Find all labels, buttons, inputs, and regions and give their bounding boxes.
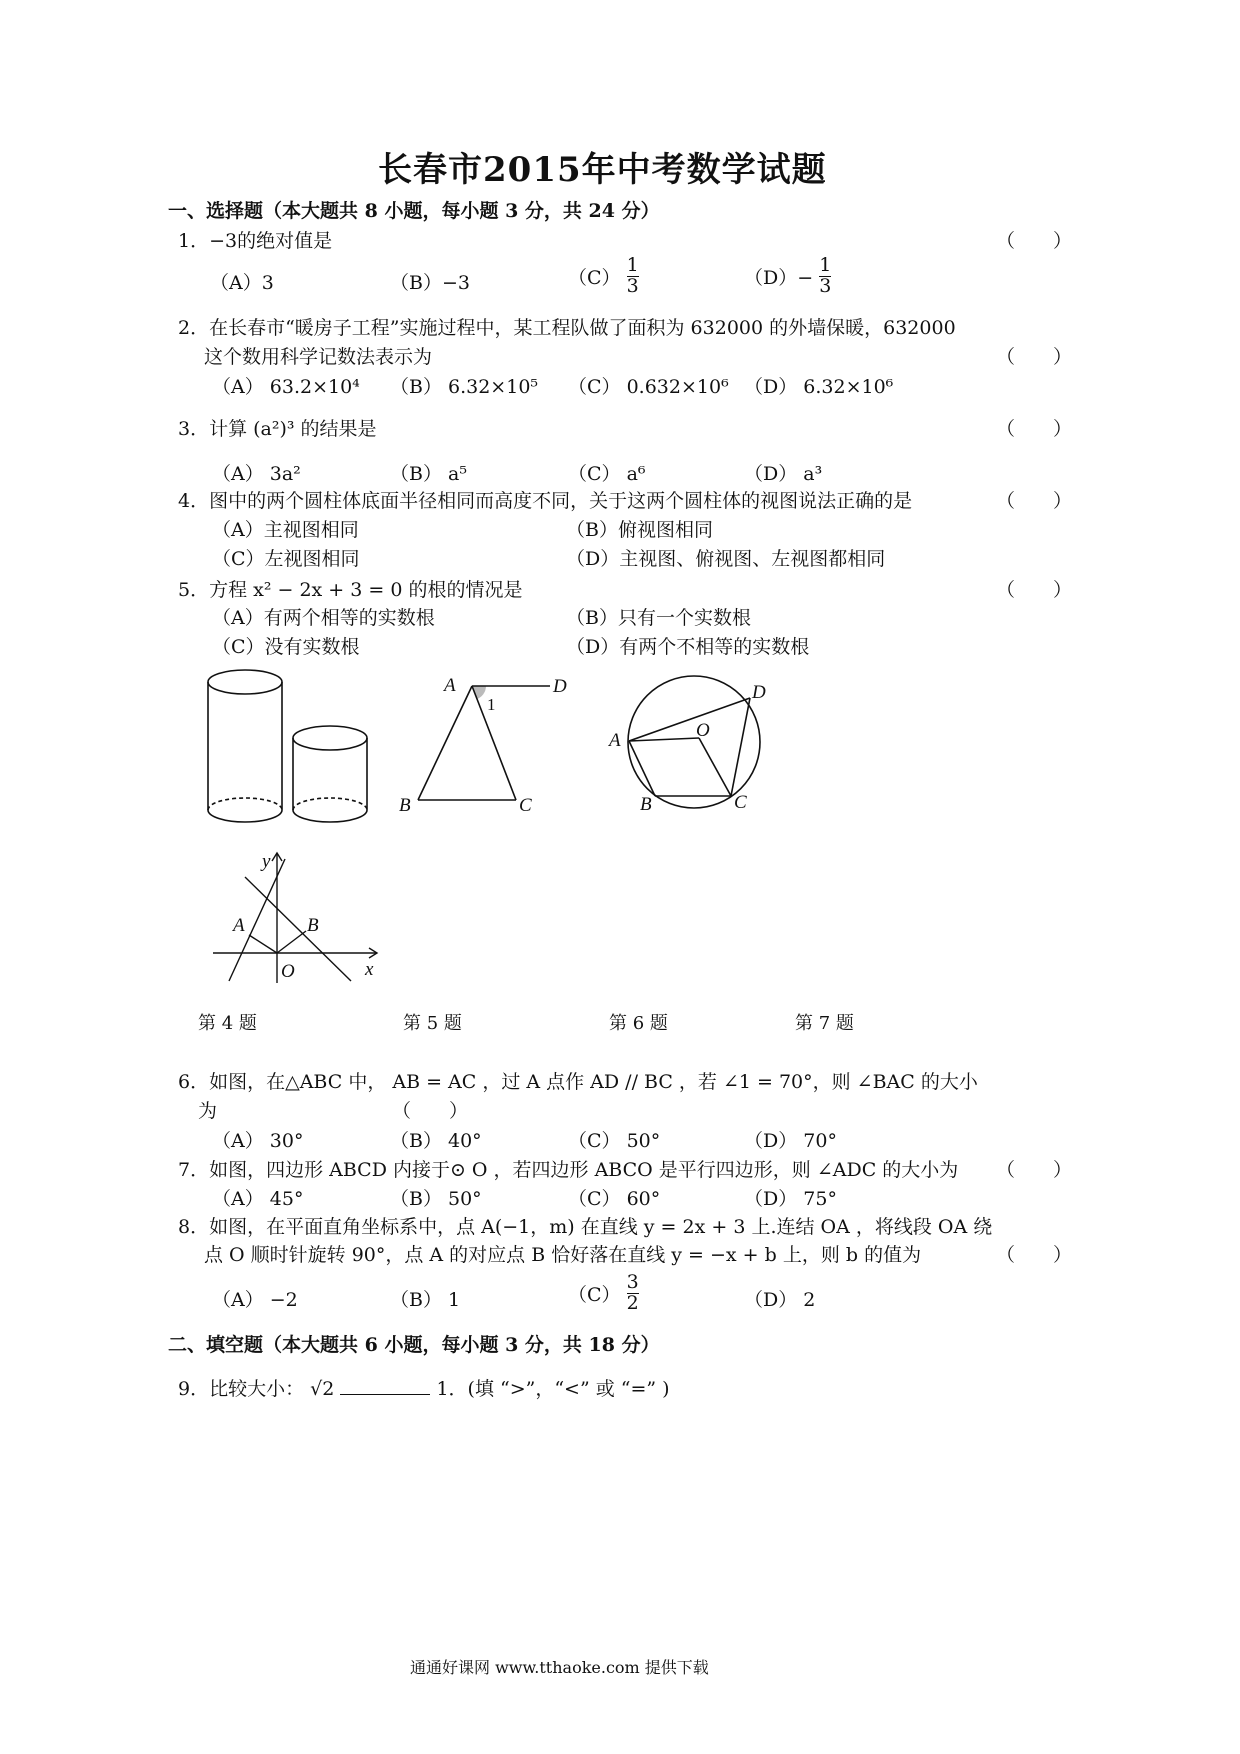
segment-OA — [249, 935, 277, 953]
question-6-stem-line1: 6．如图，在△ABC 中， AB = AC ，过 A 点作 AD // BC ，若 ∠1 = 70°，则 ∠BAC 的大小 — [178, 1071, 978, 1093]
caption-figure-6: 第 6 题 — [609, 1013, 668, 1034]
figure-6-circle — [600, 668, 790, 818]
question-3-option-a: （A） 3a² — [212, 463, 301, 485]
figure-4-cylinders — [200, 662, 380, 832]
question-6-answer-paren[interactable]: （ ） — [392, 1100, 469, 1122]
circle-O — [628, 676, 760, 808]
label-B: B — [399, 795, 411, 816]
short-cylinder-bottom-front — [293, 810, 367, 822]
question-5-option-b: （B）只有一个实数根 — [566, 607, 751, 629]
question-6-option-d: （D） 70° — [744, 1130, 837, 1152]
question-7-option-b: （B） 50° — [390, 1188, 482, 1210]
question-2-stem-line2: 这个数用科学记数法表示为 — [204, 346, 433, 368]
question-7-option-d: （D） 75° — [744, 1188, 837, 1210]
label-O: O — [281, 961, 295, 982]
question-3-stem: 3．计算 (a²)³ 的结果是 — [178, 418, 377, 440]
question-4-option-b: （B）俯视图相同 — [566, 519, 713, 541]
caption-figure-5: 第 5 题 — [403, 1013, 462, 1034]
tall-cylinder-top — [208, 670, 282, 694]
label-C: C — [734, 792, 747, 813]
tall-cylinder-bottom-back — [208, 798, 282, 810]
section-heading-fill-in: 二、填空题（本大题共 6 小题，每小题 3 分，共 18 分） — [168, 1334, 660, 1356]
label-O: O — [696, 720, 710, 741]
option-label: （C） — [568, 1283, 621, 1306]
question-9-rest: 1．(填 “>”，“<” 或 “=” ) — [436, 1378, 670, 1400]
label-x: x — [365, 959, 374, 980]
numerator: 3 — [626, 1271, 639, 1293]
question-4-stem: 4．图中的两个圆柱体底面半径相同而高度不同，关于这两个圆柱体的视图说法正确的是 — [178, 490, 913, 512]
question-2-option-a: （A） 63.2×10⁴ — [212, 376, 360, 398]
question-5-stem: 5．方程 x² − 2x + 3 = 0 的根的情况是 — [178, 579, 523, 601]
label-angle-1: 1 — [487, 695, 496, 714]
question-3-option-b: （B） a⁵ — [390, 463, 467, 485]
figure-5-triangle — [390, 670, 580, 820]
label-A: A — [609, 730, 621, 751]
line-y-eq-neg-x-plus-b — [245, 877, 351, 981]
question-8-option-a: （A） −2 — [212, 1289, 298, 1311]
label-y: y — [262, 851, 271, 872]
question-2-option-d: （D） 6.32×10⁶ — [744, 376, 894, 398]
denominator: 3 — [819, 274, 832, 297]
segment-AO — [629, 738, 699, 741]
question-3-option-c: （C） a⁶ — [568, 463, 646, 485]
question-6-stem-line2: 为 — [198, 1100, 218, 1122]
question-7-answer-paren[interactable]: （ ） — [996, 1159, 1073, 1181]
question-8-answer-paren[interactable]: （ ） — [996, 1244, 1073, 1266]
question-1-answer-paren[interactable]: （ ） — [996, 230, 1073, 252]
question-1-option-a: （A）3 — [210, 272, 274, 294]
question-2-answer-paren[interactable]: （ ） — [996, 346, 1073, 368]
section-heading-choice: 一、选择题（本大题共 8 小题，每小题 3 分，共 24 分） — [168, 200, 660, 222]
page-title: 长春市2015年中考数学试题 — [378, 150, 827, 190]
question-8-option-d: （D） 2 — [744, 1289, 816, 1311]
segment-OB — [277, 931, 306, 953]
question-3-answer-paren[interactable]: （ ） — [996, 418, 1073, 440]
question-4-option-d: （D）主视图、俯视图、左视图都相同 — [566, 548, 886, 570]
question-2-stem-line1: 2．在长春市“暖房子工程”实施过程中，某工程队做了面积为 632000 的外墙保暖，632000 — [178, 317, 956, 339]
sqrt-two: √2 — [310, 1378, 335, 1400]
side-DA — [629, 698, 750, 741]
question-3-option-d: （D） a³ — [744, 463, 823, 485]
segment-OC — [699, 738, 731, 796]
question-5-option-d: （D）有两个不相等的实数根 — [566, 636, 810, 658]
question-9-answer-blank[interactable] — [340, 1376, 430, 1395]
label-A: A — [233, 915, 245, 936]
fraction — [627, 256, 639, 297]
question-6-option-a: （A） 30° — [212, 1130, 304, 1152]
tall-cylinder-bottom-front — [208, 810, 282, 822]
question-2-option-b: （B） 6.32×10⁵ — [390, 376, 539, 398]
question-5-option-a: （A）有两个相等的实数根 — [212, 607, 435, 629]
denominator: 3 — [626, 274, 639, 297]
caption-figure-4: 第 4 题 — [198, 1013, 257, 1034]
question-4-option-a: （A）主视图相同 — [212, 519, 359, 541]
option-label: （D）− — [744, 266, 814, 289]
fraction — [819, 256, 831, 297]
label-C: C — [519, 795, 532, 816]
question-2-option-c: （C） 0.632×10⁶ — [568, 376, 729, 398]
question-8-option-c — [568, 1273, 639, 1314]
question-4-option-c: （C）左视图相同 — [212, 548, 360, 570]
fraction — [627, 1273, 639, 1314]
numerator: 1 — [819, 254, 832, 276]
page-footer: 通通好课网 www.tthaoke.com 提供下载 — [410, 1658, 709, 1677]
question-1-option-b: （B）−3 — [390, 272, 470, 294]
question-9 — [178, 1374, 670, 1401]
side-AB — [418, 686, 472, 800]
label-A: A — [444, 675, 456, 696]
question-4-answer-paren[interactable]: （ ） — [996, 490, 1073, 512]
question-8-stem-line1: 8．如图，在平面直角坐标系中，点 A(−1，m) 在直线 y = 2x + 3 上.连结 OA ，将线段 OA 绕 — [178, 1216, 993, 1238]
question-8-stem-line2: 点 O 顺时针旋转 90°，点 A 的对应点 B 恰好落在直线 y = −x + b 上，则 b 的值为 — [204, 1244, 922, 1266]
question-6-option-c: （C） 50° — [568, 1130, 661, 1152]
question-7-option-c: （C） 60° — [568, 1188, 661, 1210]
label-B: B — [640, 794, 652, 815]
question-8-option-b: （B） 1 — [390, 1289, 461, 1311]
question-1-option-c — [568, 256, 639, 297]
question-5-answer-paren[interactable]: （ ） — [996, 579, 1073, 601]
question-6-option-b: （B） 40° — [390, 1130, 482, 1152]
question-7-option-a: （A） 45° — [212, 1188, 304, 1210]
question-1-option-d — [744, 256, 831, 297]
option-label: （C） — [568, 266, 621, 289]
question-5-option-c: （C）没有实数根 — [212, 636, 360, 658]
caption-figure-7: 第 7 题 — [795, 1013, 854, 1034]
question-7-stem: 7．如图，四边形 ABCD 内接于⊙ O ，若四边形 ABCO 是平行四边形，则 ∠ADC 的大小为 — [178, 1159, 959, 1181]
short-cylinder-bottom-back — [293, 798, 367, 810]
question-1-stem: 1．−3的绝对值是 — [178, 230, 333, 252]
question-9-number: 9．比较大小： — [178, 1378, 305, 1400]
short-cylinder-top — [293, 726, 367, 750]
figure-7-coordinate-plane — [205, 843, 395, 988]
numerator: 1 — [626, 254, 639, 276]
denominator: 2 — [626, 1291, 639, 1314]
label-D: D — [553, 676, 567, 697]
label-B: B — [307, 915, 319, 936]
label-D: D — [752, 682, 766, 703]
